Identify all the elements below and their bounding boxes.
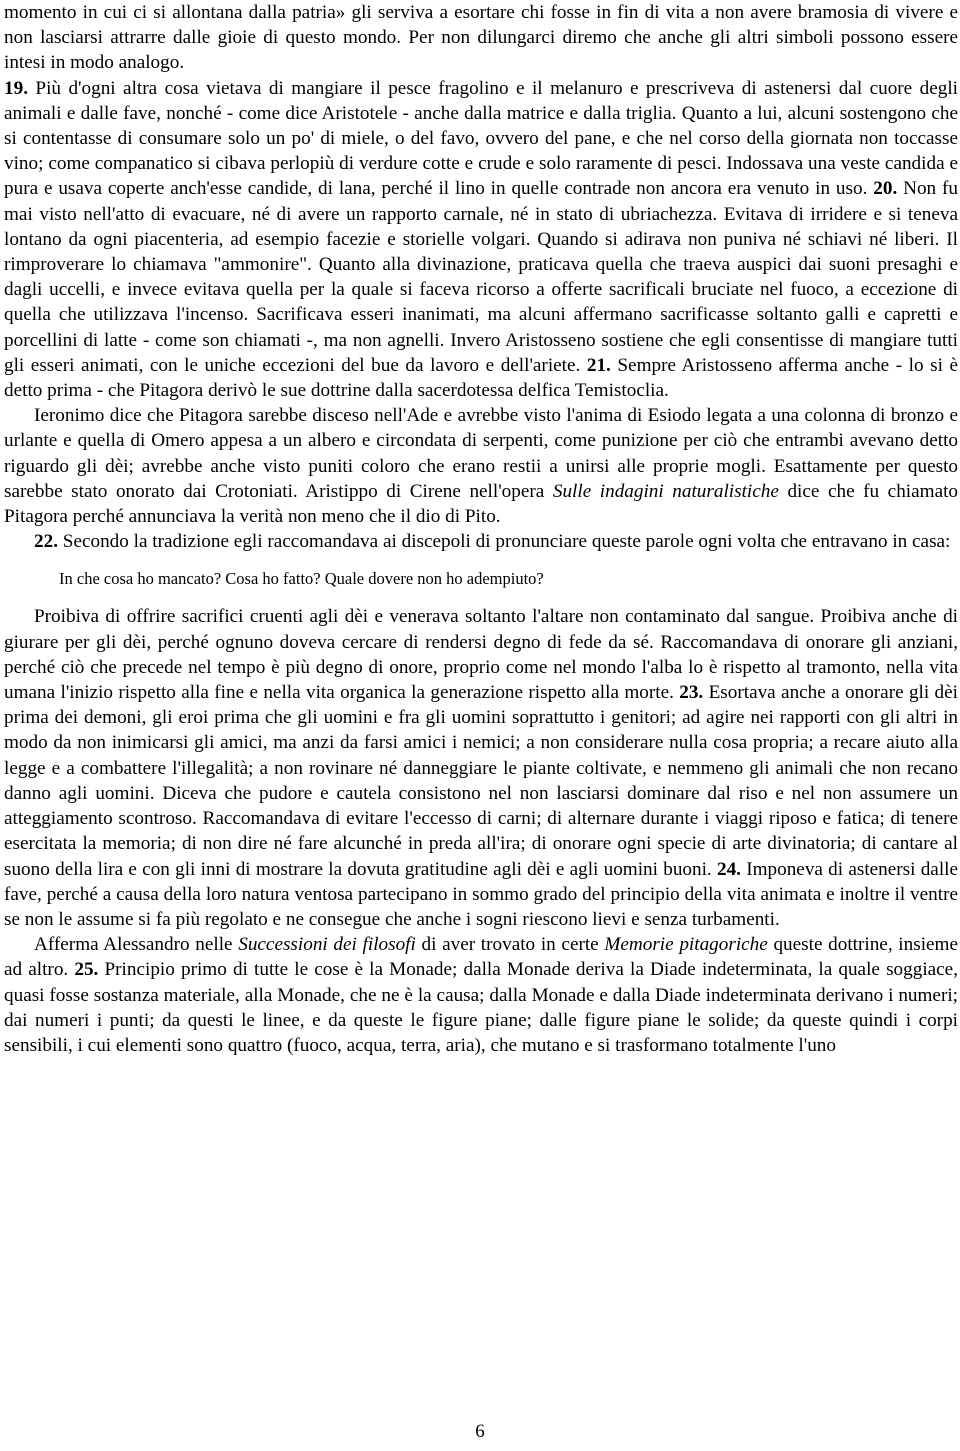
text-run: Proibiva di offrire sacrifici cruenti agli dèi e venerava soltanto l'altare non contaminato dal sangue. Proibiva anche di giurare per gli dèi, perché ognuno doveva cercare di rendersi degno di fede da sé. Raccomandava di onorare gli anziani, perché ciò che precede nel tempo è più degno di onore, proprio come nel mondo l'alba lo è rispetto al tramonto, nella vita umana l'inizio rispetto alla fine e nella vita organica la generazione rispetto alla morte. [4, 606, 958, 704]
text-run: dice che fu chiamato Pitagora perché annunciava la verità non meno che il dio di Pito. [4, 480, 959, 528]
text-run: momento in cui ci si allontana dalla patria» gli serviva a esortare chi fosse in fin di vita a non avere bramosia di vivere e non lasciarsi attrarre dalle gioie di questo mondo. Per non dilungarci diremo che anche gli altri simboli possono essere intesi in modo analogo. [4, 2, 958, 74]
paragraph-ieronimo [4, 403, 958, 529]
text-run: Principio primo di tutte le cose è la Monade; dalla Monade deriva la Diade indeterminata, la quale soggiace, quasi fosse sostanza materiale, alla Monade, che ne è la causa; dalla Monade e dalla Diade indeterminata derivano i numeri; dai numeri i punti; da questi le linee, e da queste le figure piane; dalle figure piane le solide; da queste quindi i corpi sensibili, i cui elementi sono quattro (fuoco, acqua, terra, aria), che mutano e si trasformano totalmente l'uno [4, 959, 958, 1056]
paragraph-1 [4, 0, 958, 76]
section-number: 25. [74, 959, 99, 981]
section-number: 19. [4, 77, 28, 99]
section-number: 21. [586, 354, 611, 376]
text-run: Secondo la tradizione egli raccomandava ai discepoli di pronunciare queste parole ogni volta che entravano in casa: [57, 531, 951, 553]
work-title: Sulle indagini naturalistiche [552, 480, 779, 502]
text-run: Ieronimo dice che Pitagora sarebbe disceso nell'Ade e avrebbe visto l'anima di Esiodo legata a una colonna di bronzo e urlante e quella di Omero appesa a un albero e circondata di serpenti, come punizione per ciò che entrambi avevano detto riguardo gli dèi; avrebbe anche visto puniti coloro che erano restii a unirsi alle proprie mogli. Esattamente per questo sarebbe stato onorato dai Crotoniati. Aristippo di Cirene nell'opera [4, 405, 958, 502]
section-number: 20. [873, 178, 898, 200]
text-run: queste dottrine, insieme ad altro. [4, 934, 958, 981]
text-run: di aver trovato in certe [415, 934, 605, 956]
work-title: Successioni dei filosofi [238, 934, 416, 956]
work-title: Memorie pitagoriche [604, 934, 768, 956]
text-run: Esortava anche a onorare gli dèi prima dei demoni, gli eroi prima che gli uomini e fra gli uomini soprattutto i genitori; ad agire nei rapporti con gli altri in modo da non inimicarsi gli amici, ma anzi da farsi amici i nemici; a non considerare nulla cosa propria; a recare aiuto alla legge e a combattere l'illegalità; a non rovinare né danneggiare le piante coltivate, e nemmeno gli animali che non recano danno agli uomini. Diceva che pudore e cautela consistono nel non lasciarsi dominare dal riso e nel non assumere un atteggiamento scontroso. Raccomandava di evitare l'eccesso di carni; di alternare durante i viaggi riposo e fatica; di tenere esercitata la memoria; di non dire né fare alcunché in preda all'ira; di onorare ogni specie di arte divinatoria; di cantare al suono della lira e con gli inni di mostrare la dovuta gratitudine agli dèi e agli uomini buoni. [4, 682, 958, 880]
quoted-phrase: In che cosa ho mancato? Cosa ho fatto? Quale dovere non ho adempiuto? [59, 569, 544, 589]
section-number: 24. [716, 858, 741, 880]
section-number: 22. [34, 531, 58, 553]
text-run: Afferma Alessandro nelle [34, 934, 239, 956]
text-run: Imponeva di astenersi dalle fave, perché a causa della loro natura ventosa partecipano in sommo grado del principio della vita animata e inoltre il ventre se non le assume si fa più regolato e ne consegue che anche i sogni riescono lievi e senza turbamenti. [4, 858, 958, 930]
text-run: Sempre Aristosseno afferma anche - lo si è detto prima - che Pitagora derivò le sue dottrine dalla sacerdotessa delfica Temistoclia. [4, 354, 958, 402]
text-run: Più d'ogni altra cosa vietava di mangiare il pesce fragolino e il melanuro e prescriveva di astenersi dal cuore degli animali e dalle fave, nonché - come dice Aristotele - anche dalla matrice e dalla triglia. Quanto a lui, alcuni sostengono che si contentasse di consumare solo un po' di miele, o del favo, ovvero del pane, e che nel corso della giornata non toccasse vino; come companatico si cibava perlopiù di verdure cotte e crude e solo raramente di pesci. Indossava una veste candida e pura e usava coperte anch'esse candide, di lana, perché il lino in quelle contrade non ancora era venuto in uso. [4, 77, 958, 200]
text-run: Non fu mai visto nell'atto di evacuare, né di avere un rapporto carnale, né in stato di ubriachezza. Evitava di irridere e si teneva lontano da ogni piacenteria, ad esempio facezie e storielle volgari. Quando si adirava non puniva né schiavi né liberi. Il rimproverare lo chiamava "ammonire". Quanto alla divinazione, praticava quella che traeva auspici dai suoni presaghi e dagli uccelli, e invece evitava quella per la quale si faceva ricorso a offerte sacrificali bruciate nel fuoco, a eccezione di quella che utilizzava l'incenso. Sacrificava esseri inanimati, ma alcuni affermano sacrificasse soltanto galli e capretti e porcellini di latte - come son chiamati -, ma non agnelli. Invero Aristosseno sostiene che egli consentisse di mangiare tutti gli esseri animati, con le uniche eccezioni del bue da lavoro e dell'ariete. [4, 178, 958, 376]
paragraph-alessandro [4, 932, 958, 1058]
paragraph-proibiva [4, 604, 958, 932]
document-page [4, 0, 958, 1058]
paragraph-19 [4, 76, 958, 404]
section-number: 23. [679, 682, 704, 704]
page-number: 6 [475, 1421, 485, 1442]
paragraph-22 [4, 529, 958, 554]
